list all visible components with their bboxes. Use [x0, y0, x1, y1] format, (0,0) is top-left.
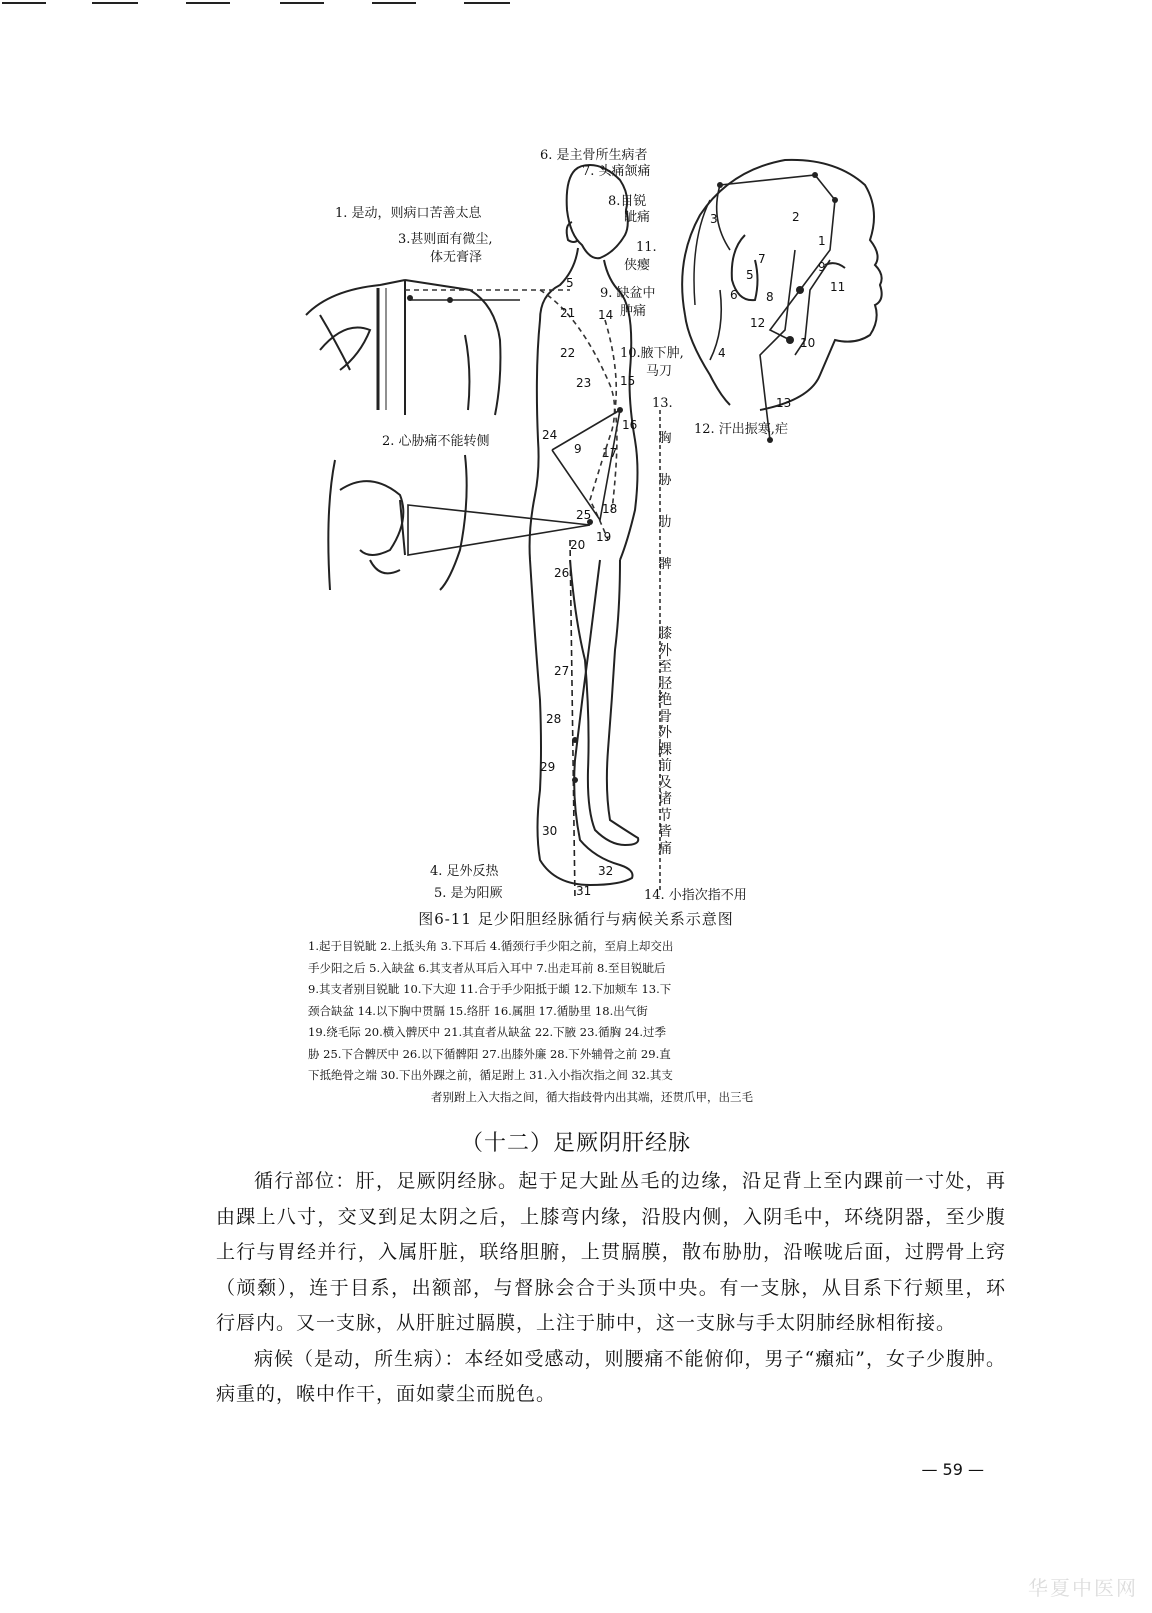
figure-legend — [308, 936, 868, 1108]
legend-line: 1.起于目锐眦 2.上抵头角 3.下耳后 4.循颈行手少阳之前，至肩上却交出 — [308, 939, 674, 953]
label-8b: 眦痛 — [624, 210, 651, 225]
label-6: 6. 是主骨所生病者 — [540, 148, 648, 163]
head-number: 13 — [776, 396, 792, 410]
label-5: 5. 是为阳厥 — [434, 886, 503, 901]
body-number: 22 — [560, 346, 576, 360]
label-8: 8.目锐 — [608, 194, 647, 209]
paragraph: 循行部位：肝，足厥阴经脉。起于足大趾丛毛的边缘，沿足背上至内踝前一寸处，再由踝上八寸，交叉到足太阴之后，上膝弯内缘，沿股内侧，入阴毛中，环绕阴器，至少腹上行与胃经并行，入属肝脏，联络胆腑，上贯膈膜，散布胁肋，沿喉咙后面，过腭骨上窍（颃颡），连于目系，出额部，与督脉会合于头顶中央。有一支脉，从目系下行颊里，环行唇内。又一支脉，从肝脏过膈膜，上注于肺中，这一支脉与手太阴肺经脉相衔接。 — [216, 1170, 1006, 1334]
label-14: 14. 小指次指不用 — [644, 888, 747, 903]
label-12: 12. 汗出振寒,疟 — [694, 422, 788, 437]
page-top-rules — [0, 0, 560, 6]
legend-line: 者别跗上入大指之间，循大指歧骨内出其端，还贯爪甲，出三毛 — [431, 1089, 753, 1104]
label-11b: 侠瘿 — [624, 258, 651, 273]
label-3b: 体无膏泽 — [430, 250, 483, 265]
body-number: 27 — [554, 664, 570, 678]
label-13: 13. — [652, 396, 673, 411]
head-number: 8 — [766, 290, 774, 304]
body-text — [216, 1164, 1006, 1413]
label-4: 4. 足外反热 — [430, 864, 499, 879]
meridian-figure — [290, 140, 910, 920]
label-7: 7. 头痛颔痛 — [582, 164, 651, 179]
body-number: 15 — [620, 374, 636, 388]
head-number: 7 — [758, 252, 766, 266]
legend-line: 19.绕毛际 20.横入髀厌中 21.其直者从缺盆 22.下腋 23.循胸 24.过季 — [308, 1025, 667, 1039]
head-number: 5 — [746, 268, 754, 282]
body-number: 30 — [542, 824, 558, 838]
body-number: 17 — [602, 446, 618, 460]
label-1: 1. 是动，则病口苦善太息 — [335, 206, 482, 221]
body-number: 26 — [554, 566, 570, 580]
label-knee-vertical: 膝外至胫绝骨外踝前及诸节皆痛 — [658, 626, 672, 857]
body-number: 32 — [598, 864, 614, 878]
label-13-vertical: 胸胁肋髀 — [658, 431, 672, 572]
legend-line: 胁 25.下合髀厌中 26.以下循髀阳 27.出膝外廉 28.下外辅骨之前 29.直 — [308, 1046, 671, 1061]
body-number: 9 — [574, 442, 582, 456]
body-number: 23 — [576, 376, 592, 390]
legend-line: 下抵绝骨之端 30.下出外踝之前，循足跗上 31.入小指次指之间 32.其支 — [308, 1068, 673, 1082]
head-number: 2 — [792, 210, 800, 224]
label-11: 11. — [636, 240, 657, 255]
body-number: 31 — [576, 884, 592, 898]
section-title: （十二）足厥阴肝经脉 — [460, 1131, 691, 1156]
body-number: 19 — [596, 530, 612, 544]
paragraph: 病候（是动，所生病）：本经如受感动，则腰痛不能俯仰，男子“㿗疝”，女子少腹肿。病重的，喉中作干，面如蒙尘而脱色。 — [216, 1347, 1006, 1405]
figure-caption: 图6-11 足少阳胆经脉循行与病候关系示意图 — [418, 910, 734, 928]
body-number: 18 — [602, 502, 618, 516]
label-10a: 10.腋下肿, — [620, 346, 684, 361]
watermark: 华夏中医网 — [1028, 1576, 1138, 1600]
head-number: 9 — [818, 260, 826, 274]
label-3a: 3.甚则面有微尘, — [398, 232, 493, 247]
head-number: 4 — [718, 346, 726, 360]
legend-line: 颈合缺盆 14.以下胸中贯膈 15.络肝 16.属胆 17.循胁里 18.出气街 — [308, 1003, 648, 1018]
legend-line: 手少阳之后 5.入缺盆 6.其支者从耳后入耳中 7.出走耳前 8.至目锐眦后 — [308, 960, 666, 975]
label-10b: 马刀 — [646, 364, 673, 379]
legend-line: 9.其支者别目锐眦 10.下大迎 11.合于手少阳抵于䪼 12.下加颊车 13.下 — [308, 982, 672, 996]
body-number: 5 — [566, 276, 574, 290]
head-number: 11 — [830, 280, 846, 294]
head-number: 12 — [750, 316, 766, 330]
body-number: 14 — [598, 308, 614, 322]
body-number: 28 — [546, 712, 562, 726]
head-number: 3 — [710, 212, 718, 226]
head-number: 1 — [818, 234, 826, 248]
body-number: 25 — [576, 508, 592, 522]
body-number: 20 — [570, 538, 586, 552]
body-number: 29 — [540, 760, 556, 774]
label-9a: 9. 缺盆中 — [600, 286, 656, 301]
label-2: 2. 心胁痛不能转侧 — [382, 434, 490, 449]
body-number: 24 — [542, 428, 558, 442]
label-9b: 肿痛 — [620, 304, 647, 319]
head-number: 10 — [800, 336, 816, 350]
body-number: 16 — [622, 418, 638, 432]
head-number: 6 — [730, 288, 738, 302]
body-number: 21 — [560, 306, 576, 320]
page-number: — 59 — — [921, 1460, 984, 1479]
